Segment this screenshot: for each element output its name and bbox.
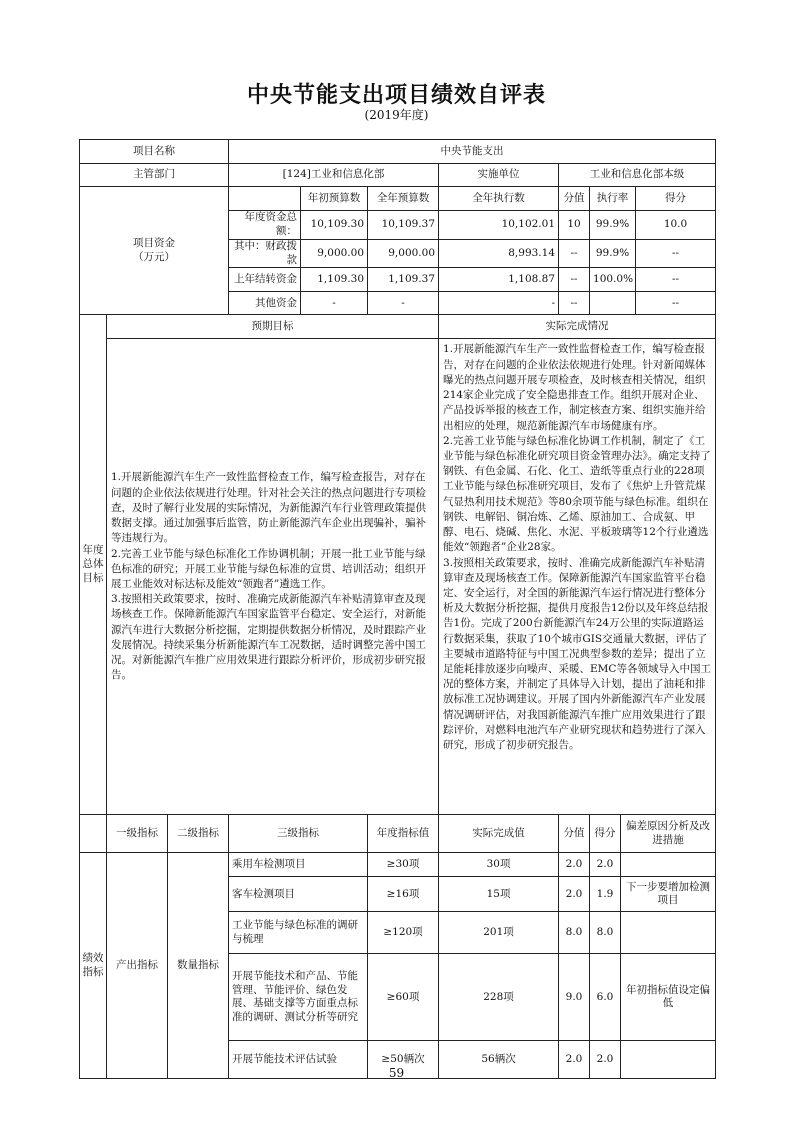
funds-row-initial: 10,109.30 xyxy=(301,211,368,240)
funds-header-executed: 全年执行数 xyxy=(439,187,559,211)
funds-row-score: -- xyxy=(559,292,590,315)
funds-row-name: 其中：财政拨款 xyxy=(229,239,301,268)
implementer-label: 实施单位 xyxy=(439,164,559,187)
department-label: 主管部门 xyxy=(80,164,229,187)
funds-row-executed: 8,993.14 xyxy=(439,239,559,268)
funds-row-name: 上年结转资金 xyxy=(229,268,301,292)
indicator-score: 2.0 xyxy=(559,1041,590,1079)
funds-row-initial: - xyxy=(301,292,368,315)
funds-header-initial: 年初预算数 xyxy=(301,187,368,211)
indicators-header-actual: 实际完成值 xyxy=(439,815,559,853)
department-value: [124]工业和信息化部 xyxy=(229,164,439,187)
funds-row-points: -- xyxy=(636,239,716,268)
indicator-score: 8.0 xyxy=(559,912,590,954)
project-name-label: 项目名称 xyxy=(80,140,229,164)
indicators-header-score: 分值 xyxy=(559,815,590,853)
indicator-points: 1.9 xyxy=(590,877,621,912)
funds-row-name: 其他资金 xyxy=(229,292,301,315)
funds-row-executed: 10,102.01 xyxy=(439,211,559,240)
indicator-actual: 228项 xyxy=(439,954,559,1041)
indicator-analysis: 下一步要增加检测项目 xyxy=(621,877,716,912)
indicator-target: ≥50辆次 xyxy=(368,1041,439,1079)
indicators-header-points: 得分 xyxy=(590,815,621,853)
goals-expected-header: 预期目标 xyxy=(107,315,439,339)
indicator-actual: 201项 xyxy=(439,912,559,954)
goals-actual-text: 1.开展新能源汽车生产一致性监督检查工作，编写检查报告，对存在问题的企业依法依规进行处理。针对新闻媒体曝光的热点问题开展专项检查，及时核查相关情况，组织214家企业完成了安全隐患排查工作。组织开展对企业、产品投诉举报的核查工作，制定核查方案、组织实施并给出相应的处理，规范新能源汽车市场健康有序。 2.完善工业节能与绿色标准化协调工作机制，制定了《工业节能与绿色标准化研究项目资金管理办法》。确定支持了钢铁、有色金属、石化、化工、造纸等重点行业的228项工业节能与绿色标准研究项目，发布了《焦炉上升管荒煤气显热利用技术规范》等80余项节能与绿色标准。组织在钢铁、电解铝、铜冶炼、乙烯、原油加工、合成氨、甲醇、电石、烧碱、焦化、水泥、平板玻璃等12个行业遴选能效“领跑者”企业28家。 3.按照相关政策要求，按时、准确完成新能源汽车补贴清算审查及现场核查工作。保障新能源汽车国家监管平台稳定、安全运行，对全国的新能源汽车运行情况进行整体分析及大数据分析挖掘，提供月度报告12份以及年终总结报告1份。完成了200台新能源汽车24万公里的实际道路运行数据采集，获取了10个城市GIS交通量大数据，评估了主要城市道路特征与中国工况典型参数的差异；提出了立足能耗排放逐步向噪声、采暖、EMC等各领域导入中国工况的整体方案，并制定了具体导入计划，提出了油耗和排放标准工况协调建议。开展了国内外新能源汽车产业发展情况调研评估，对我国新能源汽车推广应用效果进行了跟踪评价，对燃料电池汽车产业研究现状和趋势进行了深入研究，形成了初步研究报告。 xyxy=(439,339,716,815)
indicator-analysis: 年初指标值设定偏低 xyxy=(621,954,716,1041)
funds-row-annual: 1,109.37 xyxy=(368,268,439,292)
funds-row-executed: - xyxy=(439,292,559,315)
funds-label-line1: 项目资金 xyxy=(133,236,175,249)
indicator-actual: 56辆次 xyxy=(439,1041,559,1079)
indicator-name: 开展节能技术评估试验 xyxy=(229,1041,368,1079)
funds-row-score: -- xyxy=(559,239,590,268)
funds-row-initial: 1,109.30 xyxy=(301,268,368,292)
page-subtitle: (2019年度) xyxy=(364,108,429,122)
funds-row-score: 10 xyxy=(559,211,590,240)
indicators-header-row xyxy=(80,815,716,853)
indicators-label: 绩效指标 xyxy=(80,853,107,1079)
project-name-value: 中央节能支出 xyxy=(229,140,716,164)
indicators-header-target: 年度指标值 xyxy=(368,815,439,853)
indicators-header-level1: 一级指标 xyxy=(107,815,168,853)
indicator-target: ≥120项 xyxy=(368,912,439,954)
implementer-value: 工业和信息化部本级 xyxy=(559,164,716,187)
indicator-name: 开展节能技术和产品、节能管理、节能评价、绿色发展、基础支撑等方面重点标准的调研、测试分析等研究 xyxy=(229,954,368,1041)
funds-header-annual: 全年预算数 xyxy=(368,187,439,211)
page-number: 59 xyxy=(388,1066,405,1080)
funds-row-rate xyxy=(590,292,636,315)
funds-row-annual: 9,000.00 xyxy=(368,239,439,268)
funds-row-initial: 9,000.00 xyxy=(301,239,368,268)
indicator-score: 9.0 xyxy=(559,954,590,1041)
goals-expected-text: 1.开展新能源汽车生产一致性监督检查工作，编写检查报告，对存在问题的企业依法依规进行处理。针对社会关注的热点问题进行专项检查，及时了解行业发展的实际情况，为新能源汽车行业管理政策提供数据支撑。通过加强事后监管，防止新能源汽车企业出现骗补，骗补等违规行为。 2.完善工业节能与绿色标准化工作协调机制；开展一批工业节能与绿色标准的研究；开展工业节能与绿色标准的宣贯、培训活动；组织开展工业能效对标达标及能效“领跑者”遴选工作。 3.按照相关政策要求，按时、准确完成新能源汽车补贴清算审查及现场核查工作。保障新能源汽车国家监管平台稳定、安全运行，对新能源汽车进行大数据分析挖掘，定期提供数据分析情况，及时跟踪产业发展情况。持续采集分析新能源汽车工况数据，适时调整完善中国工况。对新能源汽车推广应用效果进行跟踪分析评价，形成初步研究报告。 xyxy=(107,339,439,815)
funds-row-annual: - xyxy=(368,292,439,315)
goals-actual-header: 实际完成情况 xyxy=(439,315,716,339)
indicator-score: 2.0 xyxy=(559,877,590,912)
indicator-actual: 15项 xyxy=(439,877,559,912)
project-name-row xyxy=(80,140,716,164)
goals-label: 年度总体目标 xyxy=(80,315,107,815)
funds-row-points: -- xyxy=(636,268,716,292)
indicator-name: 工业节能与绿色标准的调研与梳理 xyxy=(229,912,368,954)
indicator-target: ≥30项 xyxy=(368,853,439,877)
indicators-header-blank xyxy=(80,815,107,853)
goals-content-row xyxy=(80,339,716,815)
funds-label-line2: （万元） xyxy=(133,250,175,263)
funds-row-points: -- xyxy=(636,292,716,315)
department-row xyxy=(80,164,716,187)
indicators-level1: 产出指标 xyxy=(107,853,168,1079)
indicators-header-analysis: 偏差原因分析及改进措施 xyxy=(621,815,716,853)
funds-row-name: 年度资金总额： xyxy=(229,211,301,240)
indicator-points: 2.0 xyxy=(590,1041,621,1079)
goals-header-row xyxy=(80,315,716,339)
funds-header-score: 分值 xyxy=(559,187,590,211)
funds-row-score: -- xyxy=(559,268,590,292)
indicator-points: 6.0 xyxy=(590,954,621,1041)
indicator-analysis xyxy=(621,853,716,877)
funds-row-executed: 1,108.87 xyxy=(439,268,559,292)
indicator-name: 乘用车检测项目 xyxy=(229,853,368,877)
funds-row-rate: 99.9% xyxy=(590,239,636,268)
indicator-actual: 30项 xyxy=(439,853,559,877)
funds-row-points: 10.0 xyxy=(636,211,716,240)
indicators-level2: 数量指标 xyxy=(168,853,229,1079)
indicator-points: 2.0 xyxy=(590,853,621,877)
funds-header-points: 得分 xyxy=(636,187,716,211)
funds-row-rate: 99.9% xyxy=(590,211,636,240)
indicator-row xyxy=(80,853,716,877)
funds-row-rate: 100.0% xyxy=(590,268,636,292)
evaluation-table xyxy=(79,139,716,1079)
indicator-score: 2.0 xyxy=(559,853,590,877)
indicator-name: 客车检测项目 xyxy=(229,877,368,912)
indicator-target: ≥16项 xyxy=(368,877,439,912)
funds-header-row xyxy=(80,187,716,211)
funds-header-rate: 执行率 xyxy=(590,187,636,211)
funds-label xyxy=(80,187,229,315)
indicators-header-level3: 三级指标 xyxy=(229,815,368,853)
indicator-points: 8.0 xyxy=(590,912,621,954)
funds-row-annual: 10,109.37 xyxy=(368,211,439,240)
indicator-target: ≥60项 xyxy=(368,954,439,1041)
funds-header-blank xyxy=(229,187,301,211)
page-title: 中央节能支出项目绩效自评表 xyxy=(246,83,546,108)
indicator-analysis xyxy=(621,912,716,954)
indicators-header-level2: 二级指标 xyxy=(168,815,229,853)
